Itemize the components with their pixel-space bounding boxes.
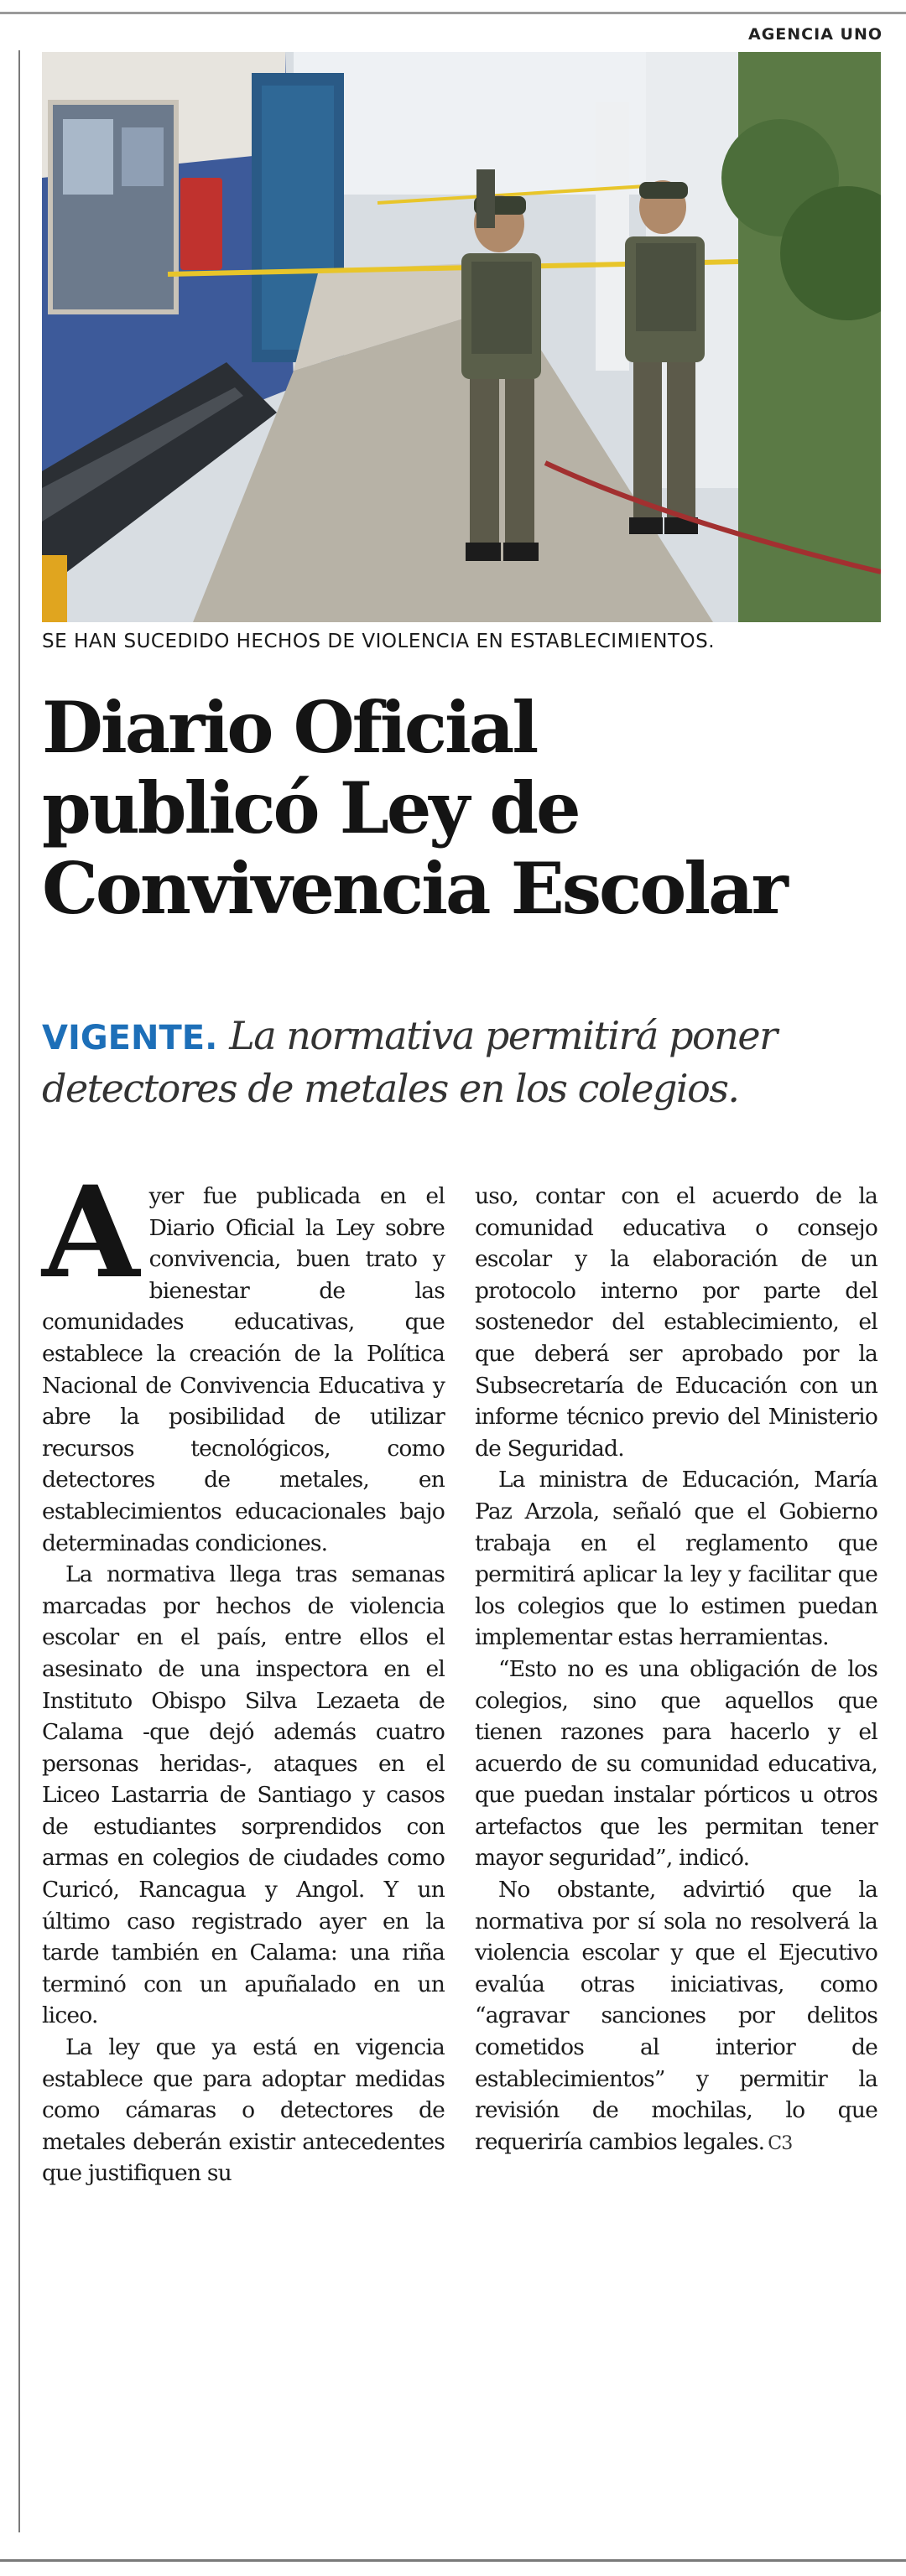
headline-line-1: Diario Oficial [42, 686, 537, 769]
article-column-right [475, 1181, 877, 2159]
headline-line-3: Convivencia Escolar [42, 847, 786, 930]
article-paragraph: uso, contar con el acuerdo de la comunidad educativa o consejo escolar y la elaboración de un protocolo interno por parte del sostenedor del establecimiento, el que deberá ser aprobado por la Subsecretaría de Educación con un informe técnico previo del Ministerio de Seguridad. [475, 1183, 877, 1462]
article-paragraph: La normativa llega tras semanas marcadas por hechos de violencia escolar en el país, entre ellos el asesinato de una inspectora en el Instituto Obispo Silva Lezaeta de Calama -que dejó además cuatro personas heridas-, ataques en el Liceo Lastarria de Santiago y casos de estudiantes sorprendidos con armas en colegios de ciudades como Curicó, Rancagua y Angol. Y un último caso registrado ayer en la tarde también en Calama: una riña terminó con un apuñalado en un liceo. [42, 1561, 445, 2029]
drop-cap: A [42, 1159, 139, 1306]
headline [42, 688, 889, 929]
news-photo [42, 52, 881, 622]
top-divider [0, 12, 906, 14]
end-mark: C3 [768, 2132, 793, 2154]
article-paragraph [475, 1874, 877, 2159]
photo-credit: AGENCIA UNO [748, 25, 883, 44]
article-paragraph: “Esto no es una obligación de los colegios, sino que aquellos que tienen razones para hacerlo y el acuerdo de su comunidad educativa, que puedan instalar pórticos u otros artefactos que les permitan tener mayor seguridad”, indicó. [475, 1655, 877, 1872]
paragraph-1-text: yer fue publicada en el Diario Oficial la Ley sobre convivencia, buen trato y bienestar de las comunidades educativas, que establece la creación de la Política Nacional de Convivencia Educativa y abre la posibilidad de utilizar recursos tecnológicos, como detectores de metales, en establecimientos educacionales bajo determinadas condiciones. [42, 1183, 445, 1556]
photo-caption: SE HAN SUCEDIDO HECHOS DE VIOLENCIA EN ESTABLECIMIENTOS. [42, 631, 716, 652]
bottom-divider [0, 2559, 906, 2562]
paragraph-6-text: No obstante, advirtió que la normativa por sí sola no resolverá la violencia escolar y que el Ejecutivo evalúa otras iniciativas, como “agravar sanciones por delitos cometidos al interior de establecimientos” y permitir la revisión de mochilas, lo que requeriría cambios legales. [475, 1877, 877, 2155]
article-paragraph: La ley que ya está en vigencia establece que para adoptar medidas como cámaras o detectores de metales deberán existir antecedentes que justifiquen su [42, 2034, 445, 2187]
article-column-left [42, 1159, 445, 2189]
article-paragraph: La ministra de Educación, María Paz Arzola, señaló que el Gobierno trabaja en el reglamento que permitirá aplicar la ley y facilitar que los colegios que lo estimen puedan implementar estas herramientas. [475, 1467, 877, 1651]
subheadline [42, 1010, 889, 1114]
left-column-rule [18, 50, 20, 2532]
headline-line-2: publicó Ley de [42, 766, 579, 849]
article-paragraph [42, 1159, 445, 1559]
subhead-deck: La normativa permitirá poner detectores de metales en los colegios. [42, 1013, 777, 1111]
subhead-kicker: VIGENTE. [42, 1019, 230, 1057]
